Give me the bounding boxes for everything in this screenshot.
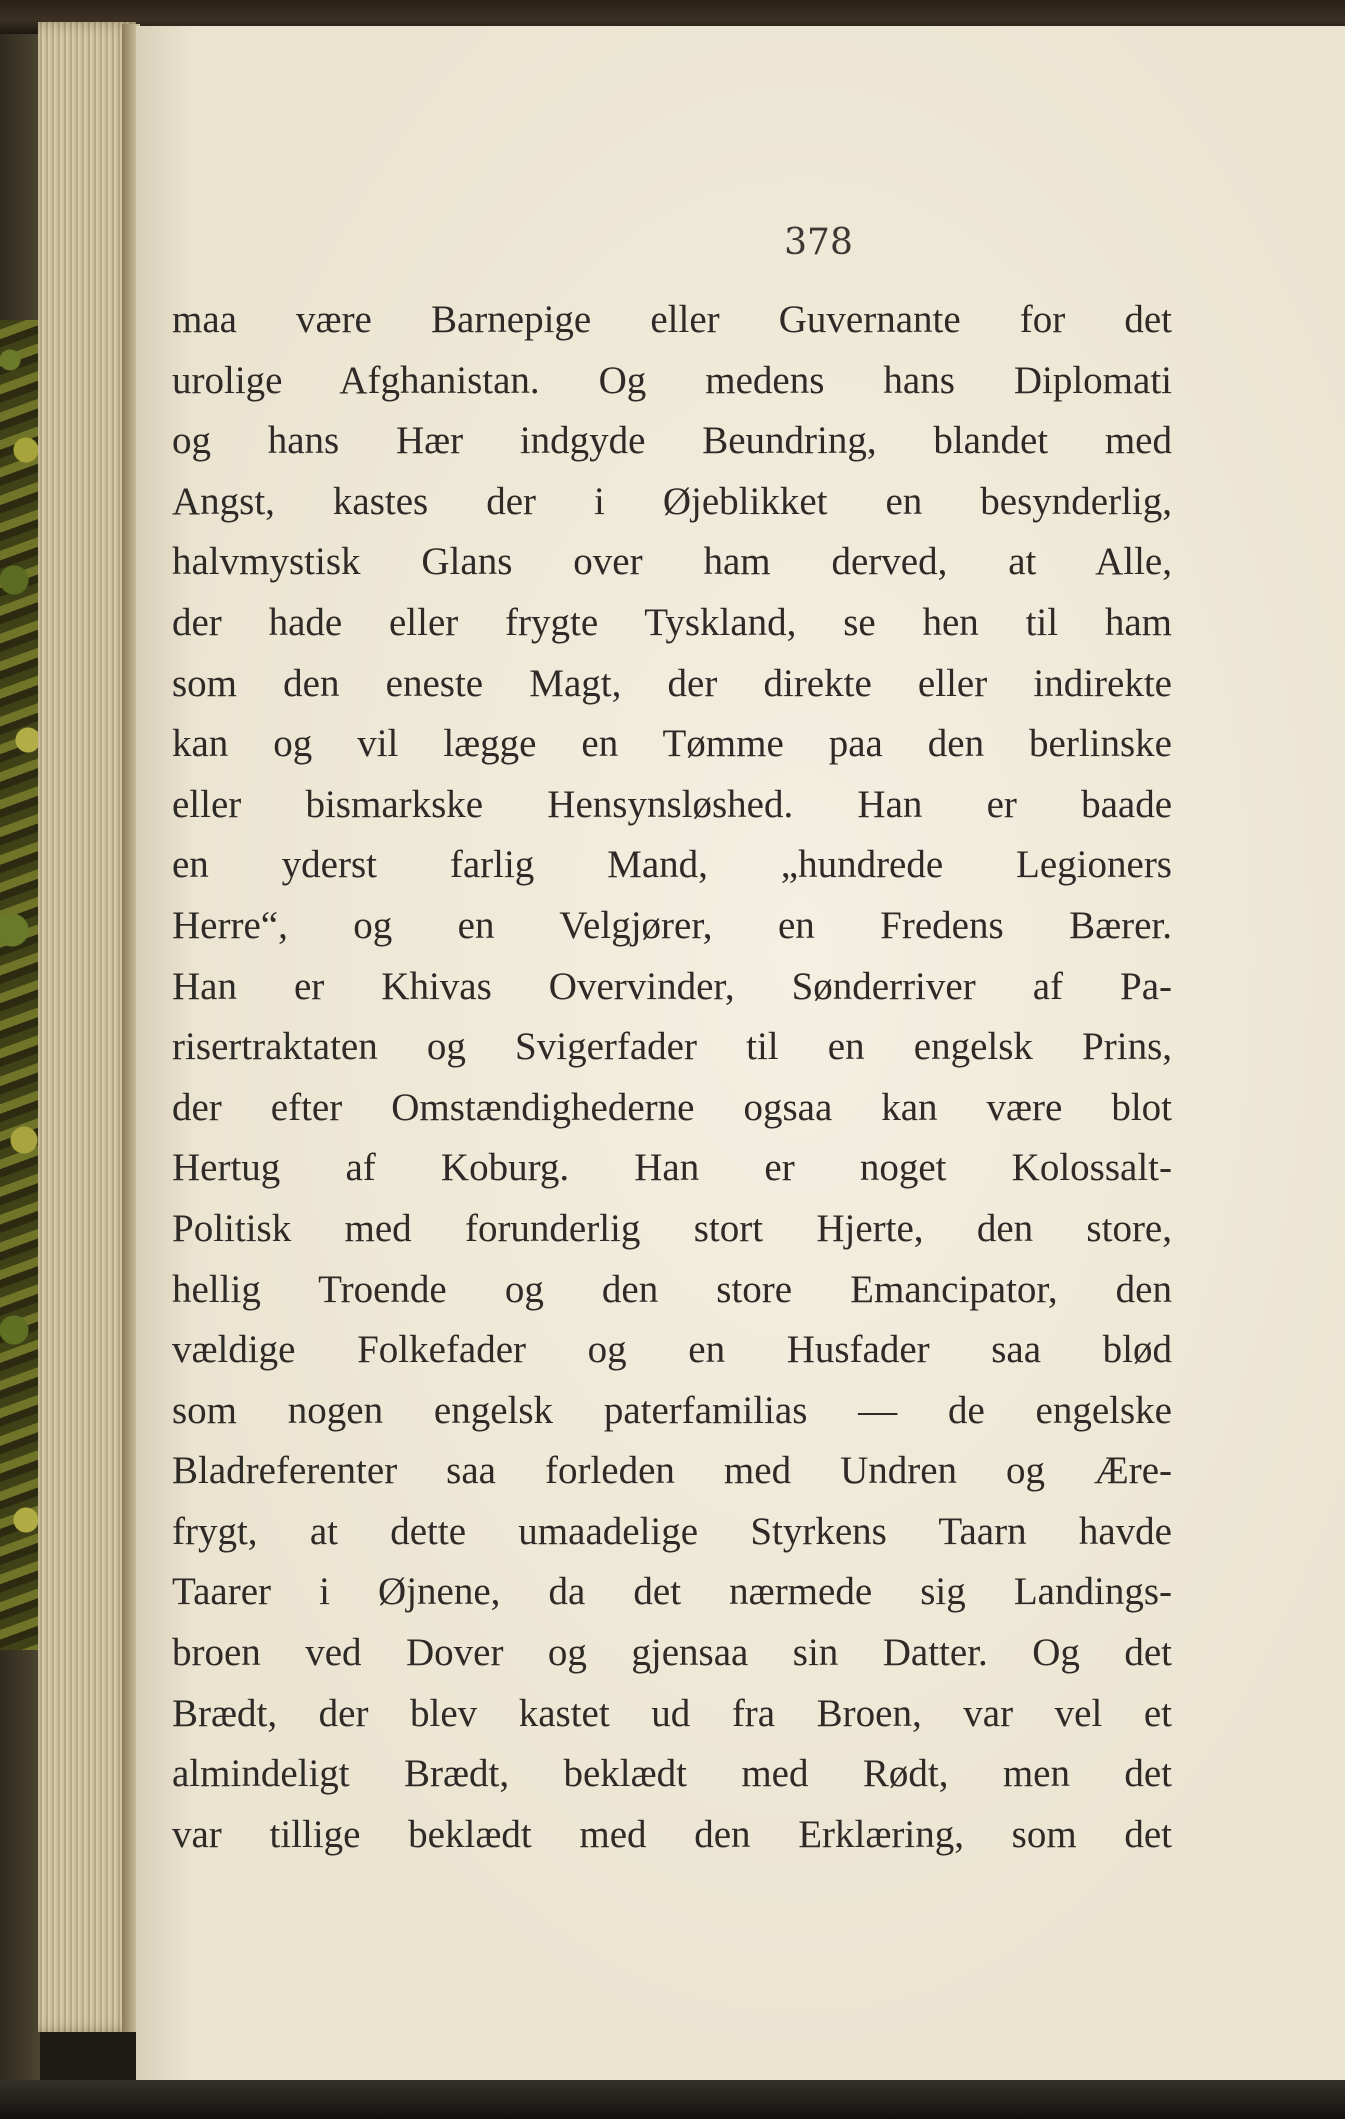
text-line: risertraktaten og Svigerfader til en engelsk Prins, <box>172 1025 1172 1069</box>
text-line: Politisk med forunderlig stort Hjerte, den store, <box>172 1206 1172 1250</box>
body-text <box>172 290 1172 1865</box>
text-line: Brædt, der blev kastet ud fra Broen, var vel et <box>172 1691 1172 1735</box>
text-line: halvmystisk Glans over ham derved, at Alle, <box>172 540 1172 584</box>
text-line: som nogen engelsk paterfamilias — de engelske <box>172 1388 1172 1432</box>
page-number: 378 <box>784 222 853 263</box>
text-line: Herre“, og en Velgjører, en Fredens Bærer. <box>172 903 1172 947</box>
text-line: som den eneste Magt, der direkte eller indirekte <box>172 661 1172 705</box>
text-line: Han er Khivas Overvinder, Sønderriver af Pa- <box>172 964 1172 1008</box>
text-line: almindeligt Brædt, beklædt med Rødt, men det <box>172 1752 1172 1796</box>
text-line: vældige Folkefader og en Husfader saa blød <box>172 1328 1172 1372</box>
text-line: Taarer i Øjnene, da det nærmede sig Landings- <box>172 1570 1172 1614</box>
marbled-edge <box>0 320 40 1650</box>
text-line: og hans Hær indgyde Beundring, blandet med <box>172 419 1172 463</box>
text-line: Hertug af Koburg. Han er noget Kolossalt- <box>172 1146 1172 1190</box>
text-line: frygt, at dette umaadelige Styrkens Taarn havde <box>172 1509 1172 1553</box>
text-line: en yderst farlig Mand, „hundrede Legioners <box>172 843 1172 887</box>
text-line: broen ved Dover og gjensaa sin Datter. Og det <box>172 1631 1172 1675</box>
text-line: der efter Omstændighederne ogsaa kan være blot <box>172 1085 1172 1129</box>
text-line: hellig Troende og den store Emancipator, den <box>172 1267 1172 1311</box>
text-line: Angst, kastes der i Øjeblikket en besynderlig, <box>172 479 1172 523</box>
text-line: Bladreferenter saa forleden med Undren og Ære- <box>172 1449 1172 1493</box>
text-line: maa være Barnepige eller Guvernante for det <box>172 298 1172 341</box>
text-line: eller bismarkske Hensynsløshed. Han er baade <box>172 782 1172 826</box>
text-line: var tillige beklædt med den Erklæring, som det <box>172 1812 1172 1856</box>
text-line: der hade eller frygte Tyskland, se hen til ham <box>172 600 1172 644</box>
book-cover-bottom <box>0 2080 1345 2119</box>
text-line: kan og vil lægge en Tømme paa den berlinske <box>172 722 1172 766</box>
text-line: urolige Afghanistan. Og medens hans Diplomati <box>172 358 1172 402</box>
